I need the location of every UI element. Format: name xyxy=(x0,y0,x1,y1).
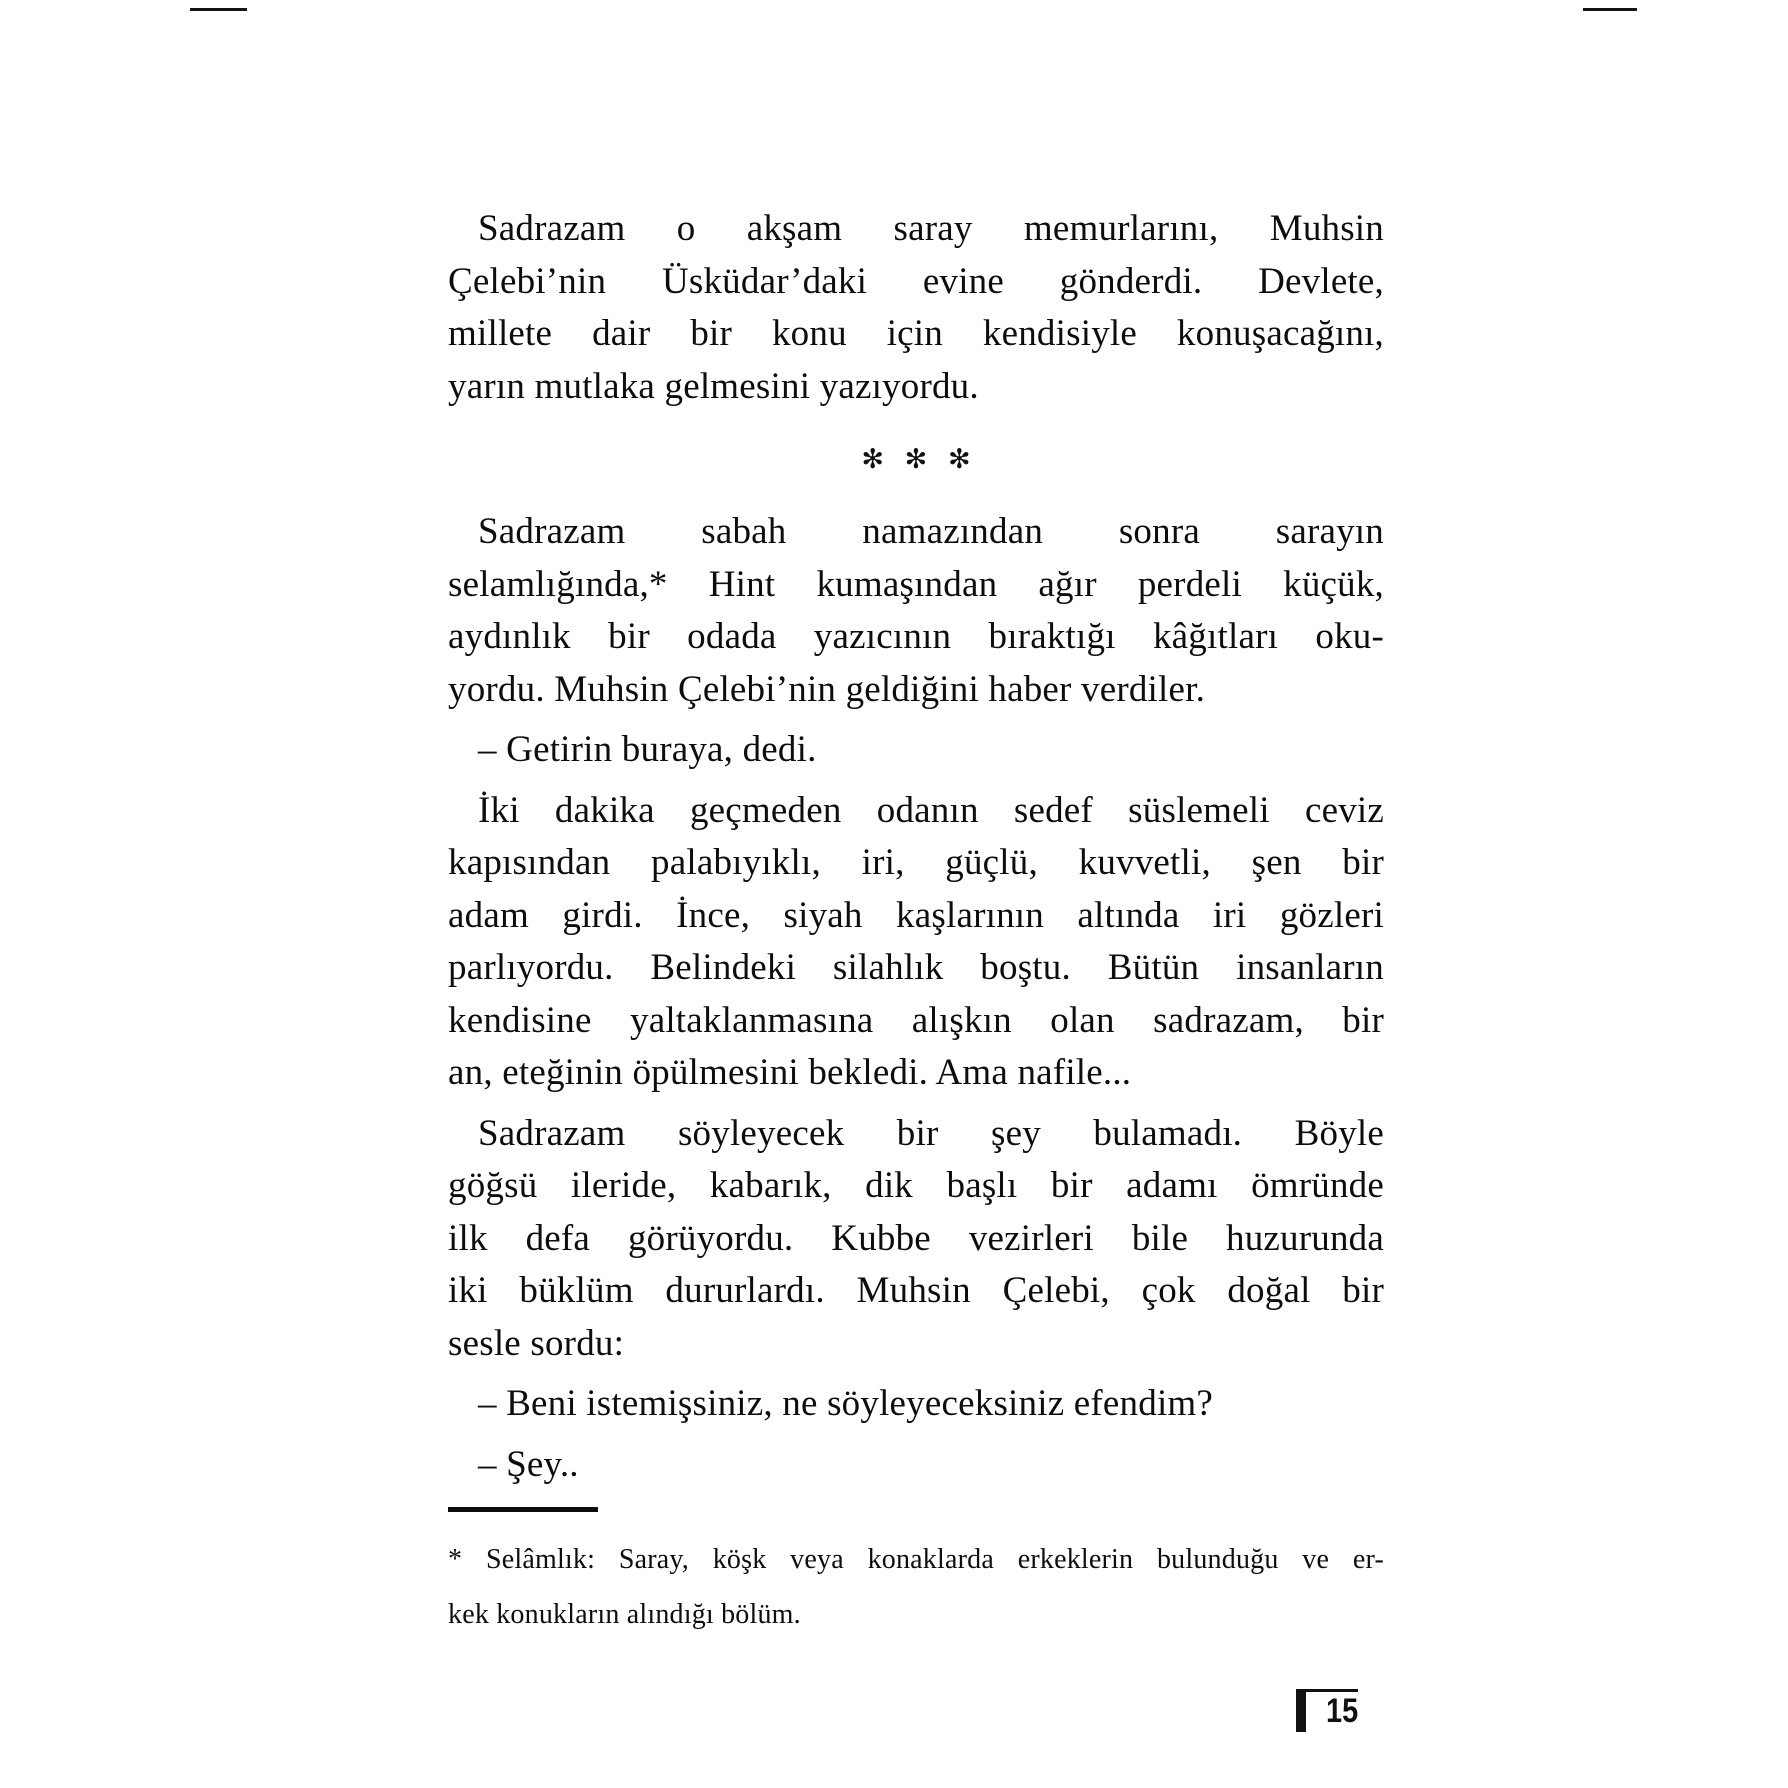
section-separator: ✻ ✻ ✻ xyxy=(861,444,971,474)
paragraph xyxy=(448,785,1384,1100)
text-line: iki büklüm dururlardı. Muhsin Çelebi, çok doğal bir xyxy=(448,1270,1384,1311)
text-line: Çelebi’nin Üsküdar’daki evine gönderdi. Devlete, xyxy=(448,260,1384,302)
text-line: * Selâmlık: Saray, köşk veya konaklarda erkeklerin bulunduğu ve er- xyxy=(448,1544,1384,1575)
text-line: Sadrazam söyleyecek bir şey bulamadı. Böyle xyxy=(478,1112,1384,1154)
text-line: ilk defa görüyordu. Kubbe vezirleri bile huzurunda xyxy=(448,1217,1384,1259)
paragraph xyxy=(448,1378,1384,1431)
text-line: Sadrazam o akşam saray memurlarını, Muhsin xyxy=(478,208,1384,249)
text-line: İki dakika geçmeden odanın sedef süslemeli ceviz xyxy=(478,789,1384,831)
paragraph xyxy=(448,724,1384,777)
text-line: kapısından palabıyıklı, iri, güçlü, kuvvetli, şen bir xyxy=(448,842,1384,883)
paragraph xyxy=(448,1439,1384,1492)
paragraph xyxy=(448,203,1384,413)
text-line: kek konukların alındığı bölüm. xyxy=(448,1599,801,1630)
top-left-trim-mark xyxy=(190,8,247,11)
text-line: an, eteğinin öpülmesini bekledi. Ama nafile... xyxy=(448,1052,1132,1093)
page-number: 15 xyxy=(1326,1692,1359,1730)
text-line: millete dair bir konu için kendisiyle konuşacağını, xyxy=(448,313,1384,354)
text-line: – Getirin buraya, dedi. xyxy=(478,729,817,770)
page-number-corner-mark xyxy=(1296,1689,1366,1735)
text-line: adam girdi. İnce, siyah kaşlarının altında iri gözleri xyxy=(448,894,1384,936)
text-line: selamlığında,* Hint kumaşından ağır perdeli küçük, xyxy=(448,563,1384,605)
text-line: göğsü ileride, kabarık, dik başlı bir adamı ömründe xyxy=(448,1165,1384,1206)
text-line: sesle sordu: xyxy=(448,1322,625,1364)
footnote xyxy=(448,1532,1384,1642)
text-line: yarın mutlaka gelmesini yazıyordu. xyxy=(448,365,979,407)
text-line: Sadrazam sabah namazından sonra sarayın xyxy=(478,511,1384,552)
top-right-trim-mark xyxy=(1583,8,1637,11)
paragraph xyxy=(448,506,1384,716)
text-line: – Beni istemişsiniz, ne söyleyeceksiniz efendim? xyxy=(478,1383,1214,1424)
corner-mark-vertical-bar xyxy=(1296,1689,1306,1732)
text-column xyxy=(448,203,1384,1642)
text-line: – Şey.. xyxy=(478,1443,579,1485)
footnote-rule xyxy=(448,1507,598,1512)
text-line: kendisine yaltaklanmasına alışkın olan sadrazam, bir xyxy=(448,999,1384,1041)
paragraph xyxy=(448,1108,1384,1371)
text-line: aydınlık bir odada yazıcının bıraktığı kâğıtları oku- xyxy=(448,616,1384,657)
text-line: parlıyordu. Belindeki silahlık boştu. Bütün insanların xyxy=(448,947,1384,988)
text-line: yordu. Muhsin Çelebi’nin geldiğini haber verdiler. xyxy=(448,668,1206,710)
